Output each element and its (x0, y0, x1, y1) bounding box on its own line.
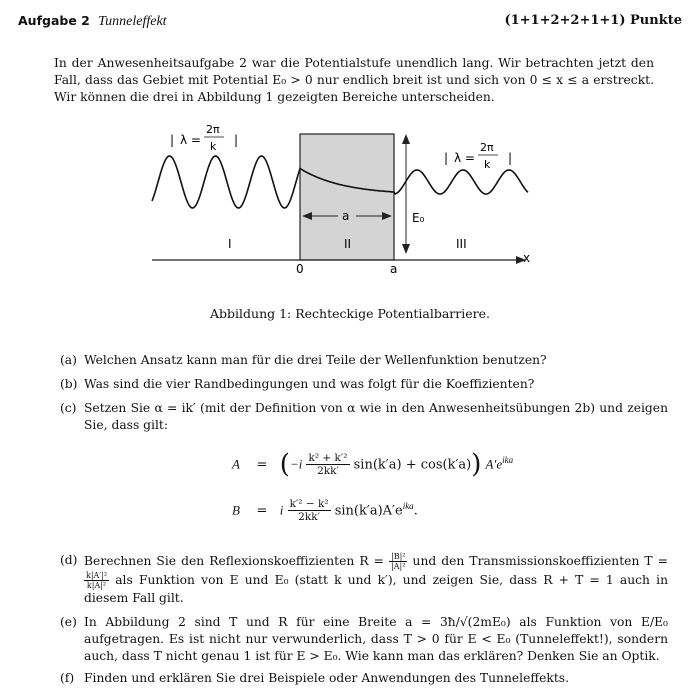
svg-text:k: k (484, 158, 491, 171)
svg-text:2π: 2π (206, 123, 220, 136)
equation-A: A = (−i $\frac{\text{k² + k′²}}{2kk'}$ sin(k′a) + cos(k′a)) $A'e^{ika}$ (232, 449, 514, 480)
wavelength-left-label (170, 123, 238, 153)
svg-text:2π: 2π (480, 141, 494, 154)
equation-B: B = i $\frac{\text{k′² − k²}}{2kk'}$ $\sin(k'a)A'e^{ika}$. (232, 498, 418, 524)
figure-caption: Abbildung 1: Rechteckige Potentialbarriere. (210, 306, 490, 321)
tick-a-label: a (390, 262, 398, 276)
region-III-label: III (456, 237, 467, 251)
svg-text:|: | (444, 151, 449, 165)
energy-label: E₀ (412, 211, 425, 225)
intro-paragraph: In der Anwesenheitsaufgabe 2 war die Potentialstufe unendlich lang. Wir betrachten jetzt den Fall, dass das Gebiet mit Potential E₀ > 0 nur endlich breit ist und sich von 0 ≤ x ≤ a erstreckt. Wir können die drei in Abbildung 1 gezeigten Bereiche unterscheiden. (54, 56, 654, 104)
x-axis-label: x (523, 251, 531, 265)
region-I-label: I (228, 237, 232, 251)
task-title: Tunneleffekt (98, 14, 167, 29)
svg-text:λ =: λ = (454, 151, 475, 165)
svg-text:λ =: λ = (180, 133, 201, 147)
potential-barrier-figure (148, 122, 538, 282)
svg-text:|: | (234, 133, 239, 147)
task-number: Aufgabe 2 (18, 13, 90, 28)
tick-0-label: 0 (296, 262, 304, 276)
svg-text:k: k (210, 140, 217, 153)
task-points: (1+1+2+2+1+1) Punkte (504, 13, 682, 28)
wavelength-right-label (444, 141, 512, 171)
svg-text:|: | (170, 133, 175, 147)
task-header (18, 13, 682, 35)
width-label: a (342, 209, 350, 223)
region-II-label: II (344, 237, 352, 251)
svg-text:|: | (508, 151, 513, 165)
